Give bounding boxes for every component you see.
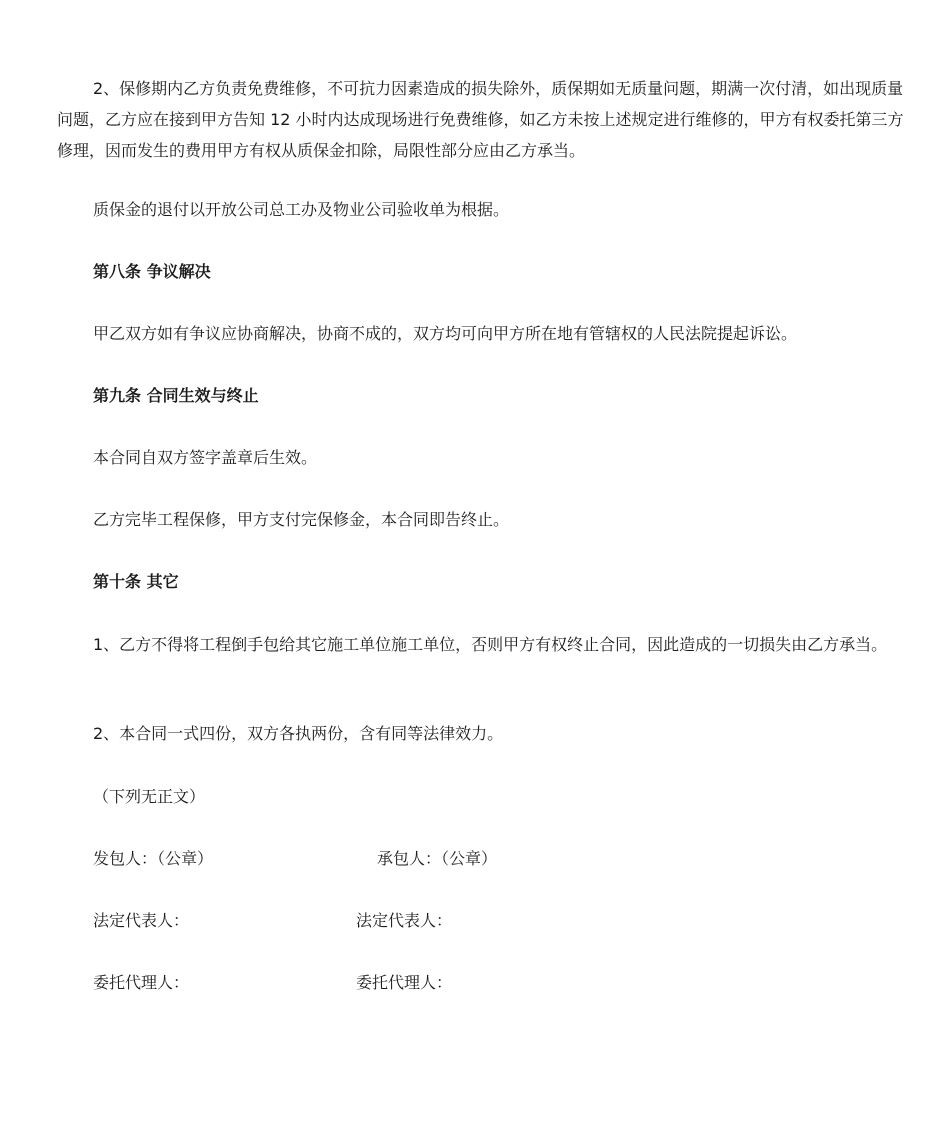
contractor-agent-label: 委托代理人：: [356, 973, 453, 992]
article-10-heading: 第十条 其它: [93, 572, 179, 591]
employer-seal-label: 发包人：（公章）: [93, 849, 214, 868]
article-9-heading: 第九条 合同生效与终止: [93, 386, 259, 405]
subcontract-clause: 1、乙方不得将工程倒手包给其它施工单位施工单位，否则甲方有权终止合同，因此造成的一切损失由乙方承当。: [93, 635, 888, 654]
copies-clause: 2、本合同一式四份，双方各执两份，含有同等法律效力。: [93, 724, 504, 743]
retention-refund-clause: 质保金的退付以开放公司总工办及物业公司验收单为根据。: [93, 200, 510, 219]
employer-representative-label: 法定代表人：: [93, 911, 190, 930]
contractor-seal-label: 承包人：（公章）: [377, 849, 498, 868]
no-text-below-note: （下列无正文）: [93, 787, 206, 806]
warranty-clause-2: 2、保修期内乙方负责免费维修，不可抗力因素造成的损失除外，质保期如无质量问题，期满一次付清，如出现质量问题，乙方应在接到甲方告知 12 小时内达成现场进行免费维修，如乙方未按上述规定进行维修的，甲方有权委托第三方修理，因而发生的费用甲方有权从质保金扣除，局限性部分应由乙方承当。: [57, 79, 904, 160]
employer-agent-label: 委托代理人：: [93, 973, 190, 992]
termination-clause: 乙方完毕工程保修，甲方支付完保修金，本合同即告终止。: [93, 510, 510, 529]
article-8-heading: 第八条 争议解决: [93, 262, 211, 281]
effective-clause: 本合同自双方签字盖章后生效。: [93, 448, 318, 467]
contractor-representative-label: 法定代表人：: [356, 911, 453, 930]
dispute-resolution-clause: 甲乙双方如有争议应协商解决，协商不成的，双方均可向甲方所在地有管辖权的人民法院提起诉讼。: [93, 324, 798, 343]
